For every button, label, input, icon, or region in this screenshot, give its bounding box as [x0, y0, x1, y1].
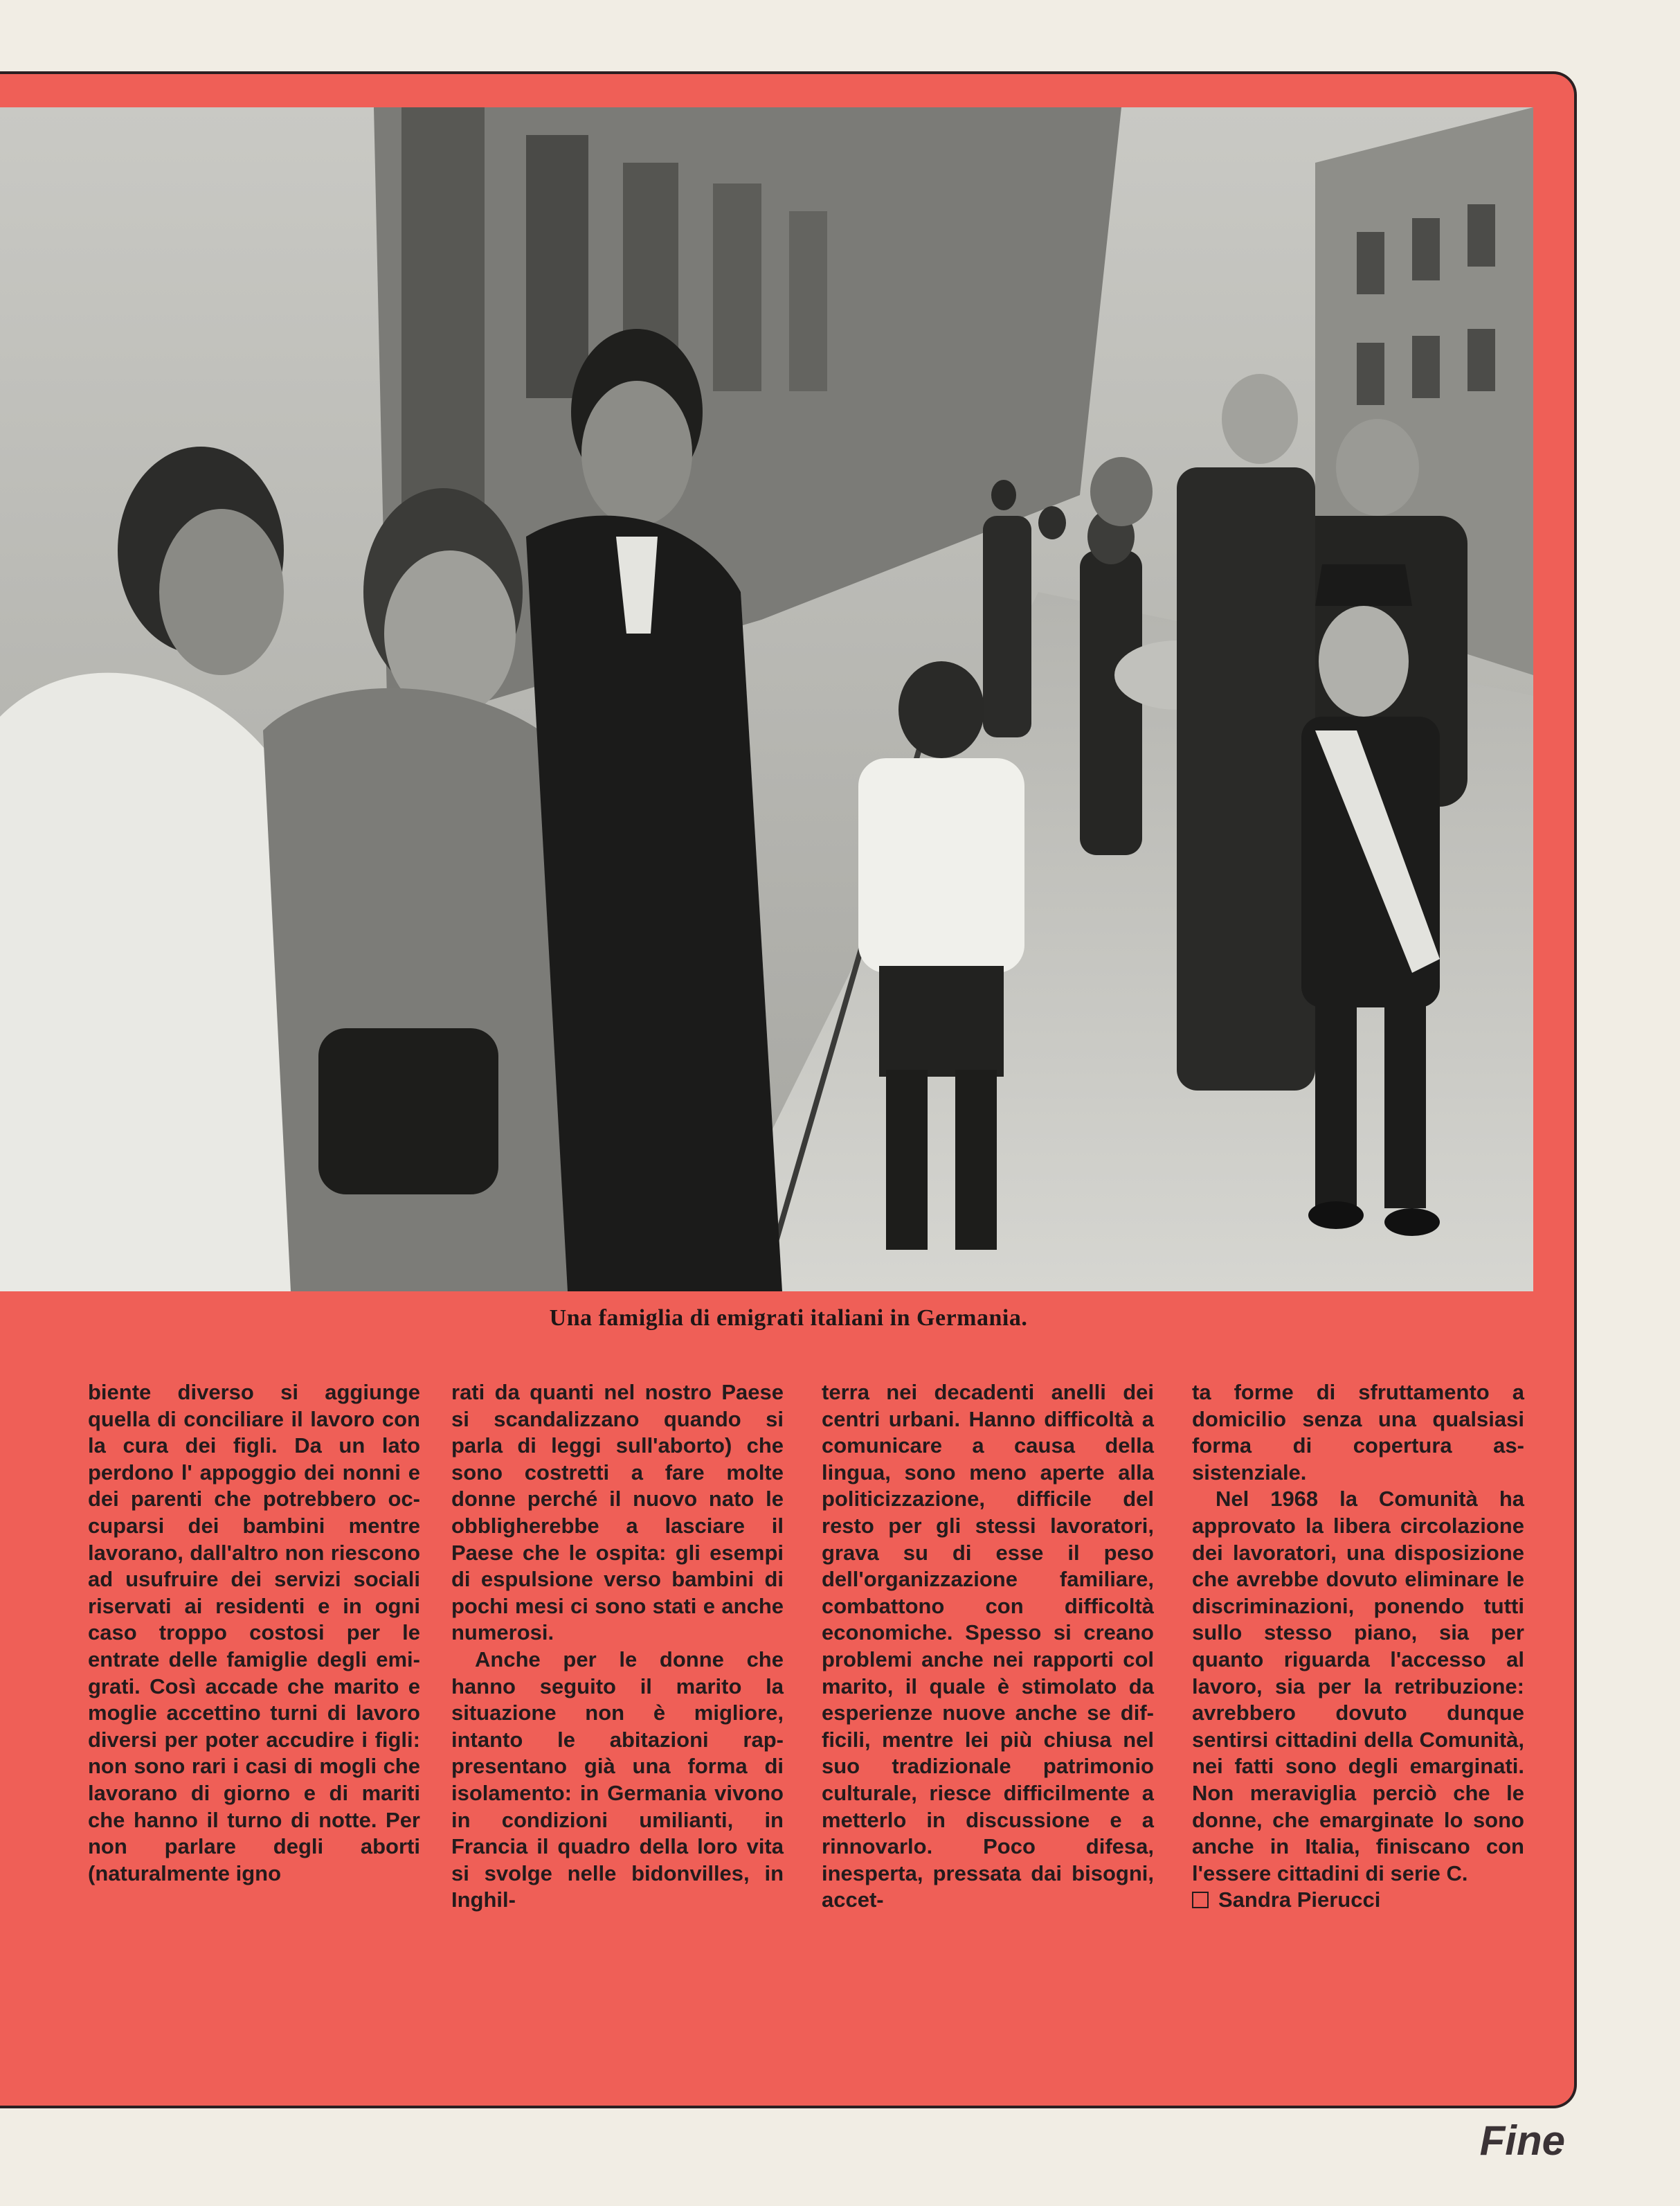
author-name: Sandra Pierucci — [1218, 1887, 1381, 1912]
author-signature — [1192, 1887, 1524, 1914]
article-columns — [88, 1379, 1538, 2079]
article-column-4 — [1192, 1379, 1524, 1914]
paragraph: terra nei decadenti anelli dei centri urbani. Hanno difficoltà a comunicare a causa della lingua, sono meno aperte alla politicizzazione, difficile del resto per gli stessi lavoratori, grava su di esse il peso dell'organizzazione familiare, combattono con difficoltà economiche. Spesso si creano problemi anche nei rapporti col marito, il quale è stimolato da esperienze nuove anche se difficili, mentre lei più chiusa nel suo tradizionale patrimonio culturale, riesce difficilmente a metterlo in discussione e a rinnovarlo. Poco difesa, inesperta, pressata dai bisogni, accet- — [822, 1380, 1154, 1912]
article-column-2 — [451, 1379, 784, 1914]
photo-caption: Una famiglia di emigrati italiani in Germania. — [549, 1305, 1028, 1331]
street-photograph — [0, 107, 1533, 1291]
photo-illustration — [0, 107, 1533, 1291]
paragraph: Anche per le donne che hanno seguito il marito la situazione non è migliore, intanto le abitazioni rappresentano già una forma di isolamento: in Germania vivono in condizioni umilianti, in Francia il quadro della loro vita si svolge nelle bidonvilles, in Inghil- — [451, 1647, 784, 1912]
paragraph: biente diverso si aggiunge quella di conciliare il lavoro con la cura dei figli. Da un lato perdono l' appoggio dei nonni e dei parenti che potrebbero occuparsi dei bambini mentre lavorano, dall'altro non riescono ad usufruire dei servizi sociali riservati ai residenti e in ogni caso troppo costosi per le entrate delle famiglie degli emigrati. Così accade che marito e moglie accettino turni di lavoro diversi per poter accudire i figli: non sono rari i casi di mogli che lavorano di giorno e di mariti che hanno il turno di notte. Per non parlare degli aborti (naturalmente igno — [88, 1380, 420, 1885]
end-marker: Fine — [1479, 2117, 1565, 2164]
article-column-3 — [822, 1379, 1154, 1914]
paragraph: Nel 1968 la Comunità ha approvato la libera circolazione dei lavoratori, una disposizione che avrebbe dovuto eliminare le discriminazioni, ponendo tutti sullo stesso piano, sia per quanto riguarda l'accesso al lavoro, sia per la retribuzione: avrebbero dovuto dunque sentirsi cittadini della Comunità, nei fatti sono degli emarginati. Non meraviglia perciò che le donne, che emarginate lo sono anche in Italia, finiscano con l'essere cittadini di serie C. — [1192, 1487, 1524, 1885]
paragraph: ta forme di sfruttamento a domicilio senza una qualsiasi forma di copertura assistenziale. — [1192, 1380, 1524, 1485]
paragraph: rati da quanti nel nostro Paese si scandalizzano quando si parla di leggi sull'aborto) che sono costretti a fare molte donne perché il nuovo nato le obbligherebbe a lasciare il Paese che le ospita: gli esempi di espulsione verso bambini di pochi mesi ci sono stati e anche numerosi. — [451, 1380, 784, 1645]
article-column-1 — [88, 1379, 420, 1887]
square-bullet-icon — [1192, 1892, 1209, 1908]
